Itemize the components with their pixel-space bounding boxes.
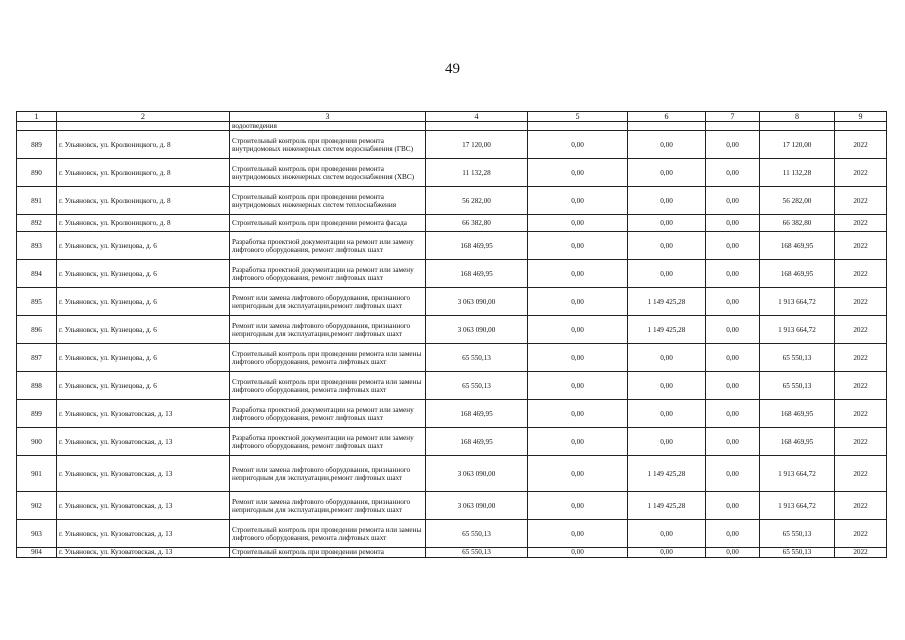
amount-total-cell: 65 550,13: [426, 520, 528, 548]
amount-col8-cell: 168 469,95: [760, 260, 835, 288]
row-number: 892: [17, 215, 57, 232]
work-description-cell: Ремонт или замена лифтового оборудования, признанного непригодным для эксплуатации,ремонт лифтовых шахт: [230, 492, 426, 520]
year-cell: 2022: [835, 232, 887, 260]
amount-col7-cell: 0,00: [706, 316, 760, 344]
amount-col5-cell: 0,00: [528, 372, 628, 400]
continuation-text: водоотведения: [230, 122, 426, 131]
table-row: [17, 215, 887, 232]
amount-total-cell: 17 120,00: [426, 131, 528, 159]
continuation-row: [17, 122, 887, 131]
column-header: 3: [230, 112, 426, 122]
amount-col6-cell: 0,00: [628, 520, 706, 548]
row-number: 901: [17, 456, 57, 492]
amount-col6-cell: 0,00: [628, 159, 706, 187]
amount-col8-cell: 56 282,00: [760, 187, 835, 215]
amount-col8-cell: 1 913 664,72: [760, 492, 835, 520]
work-description-cell: Строительный контроль при проведении ремонта внутридомовых инженерных систем теплоснабжения: [230, 187, 426, 215]
amount-col7-cell: 0,00: [706, 548, 760, 557]
amount-col7-cell: 0,00: [706, 520, 760, 548]
year-cell: 2022: [835, 428, 887, 456]
column-header: 5: [528, 112, 628, 122]
table-row: [17, 372, 887, 400]
row-number: 891: [17, 187, 57, 215]
address-cell: г. Ульяновск, ул. Кузоватовская, д. 13: [57, 520, 230, 548]
address-cell: г. Ульяновск, ул. Кузоватовская, д. 13: [57, 548, 230, 557]
table-row: [17, 456, 887, 492]
amount-total-cell: 65 550,13: [426, 372, 528, 400]
amount-total-cell: 3 063 090,00: [426, 288, 528, 316]
work-description-cell: Разработка проектной документации на ремонт или замену лифтового оборудования, ремонт лифтовых шахт: [230, 232, 426, 260]
work-description-cell: Строительный контроль при проведении ремонта внутридомовых инженерных систем водоснабжения (ГВС): [230, 131, 426, 159]
amount-total-cell: 168 469,95: [426, 428, 528, 456]
amount-total-cell: 65 550,13: [426, 344, 528, 372]
amount-col7-cell: 0,00: [706, 187, 760, 215]
amount-total-cell: 11 132,28: [426, 159, 528, 187]
amount-col8-cell: 17 120,00: [760, 131, 835, 159]
row-number: 903: [17, 520, 57, 548]
amount-total-cell: 168 469,95: [426, 400, 528, 428]
amount-col7-cell: 0,00: [706, 159, 760, 187]
work-description-cell: Ремонт или замена лифтового оборудования, признанного непригодным для эксплуатации,ремонт лифтовых шахт: [230, 316, 426, 344]
amount-col6-cell: 0,00: [628, 548, 706, 557]
amount-total-cell: 66 382,80: [426, 215, 528, 232]
column-header: 9: [835, 112, 887, 122]
work-description-cell: Строительный контроль при проведении ремонта или замены лифтового оборудования, ремонта лифтовых шахт: [230, 520, 426, 548]
amount-col6-cell: 1 149 425,28: [628, 456, 706, 492]
amount-col8-cell: 1 913 664,72: [760, 456, 835, 492]
work-description-cell: Строительный контроль при проведении ремонта внутридомовых инженерных систем водоснабжения (ХВС): [230, 159, 426, 187]
amount-col8-cell: 65 550,13: [760, 372, 835, 400]
amount-col6-cell: 0,00: [628, 232, 706, 260]
amount-col7-cell: 0,00: [706, 131, 760, 159]
row-number: 896: [17, 316, 57, 344]
amount-col5-cell: 0,00: [528, 316, 628, 344]
amount-col6-cell: 0,00: [628, 344, 706, 372]
amount-col8-cell: 65 550,13: [760, 344, 835, 372]
column-header: 6: [628, 112, 706, 122]
address-cell: г. Ульяновск, ул. Кузоватовская, д. 13: [57, 428, 230, 456]
amount-col8-cell: 168 469,95: [760, 400, 835, 428]
work-description-cell: Ремонт или замена лифтового оборудования, признанного непригодным для эксплуатации,ремонт лифтовых шахт: [230, 456, 426, 492]
year-cell: 2022: [835, 372, 887, 400]
amount-col8-cell: 168 469,95: [760, 232, 835, 260]
address-cell: г. Ульяновск, ул. Кузнецова, д. 6: [57, 372, 230, 400]
amount-total-cell: 168 469,95: [426, 260, 528, 288]
amount-col6-cell: 0,00: [628, 187, 706, 215]
amount-total-cell: 3 063 090,00: [426, 456, 528, 492]
address-cell: г. Ульяновск, ул. Кузоватовская, д. 13: [57, 492, 230, 520]
column-header: 1: [17, 112, 57, 122]
amount-col7-cell: 0,00: [706, 492, 760, 520]
address-cell: г. Ульяновск, ул. Кролюницкого, д. 8: [57, 159, 230, 187]
address-cell: г. Ульяновск, ул. Кузнецова, д. 6: [57, 288, 230, 316]
amount-col7-cell: 0,00: [706, 372, 760, 400]
year-cell: 2022: [835, 520, 887, 548]
amount-col6-cell: 0,00: [628, 260, 706, 288]
amount-col7-cell: 0,00: [706, 260, 760, 288]
year-cell: 2022: [835, 548, 887, 557]
amount-col7-cell: 0,00: [706, 400, 760, 428]
amount-col5-cell: 0,00: [528, 344, 628, 372]
amount-col5-cell: 0,00: [528, 187, 628, 215]
amount-col8-cell: 65 550,13: [760, 548, 835, 557]
address-cell: г. Ульяновск, ул. Кузнецова, д. 6: [57, 232, 230, 260]
column-number-header: [17, 112, 887, 122]
column-header: 8: [760, 112, 835, 122]
amount-col5-cell: 0,00: [528, 492, 628, 520]
work-description-cell: Ремонт или замена лифтового оборудования, признанного непригодным для эксплуатации,ремонт лифтовых шахт: [230, 288, 426, 316]
address-cell: г. Ульяновск, ул. Кузнецова, д. 6: [57, 260, 230, 288]
year-cell: 2022: [835, 492, 887, 520]
amount-col5-cell: 0,00: [528, 456, 628, 492]
amount-col6-cell: 0,00: [628, 400, 706, 428]
amount-col6-cell: 1 149 425,28: [628, 492, 706, 520]
row-number: 899: [17, 400, 57, 428]
amount-total-cell: 3 063 090,00: [426, 492, 528, 520]
row-number: 894: [17, 260, 57, 288]
amount-col7-cell: 0,00: [706, 456, 760, 492]
amount-col5-cell: 0,00: [528, 548, 628, 557]
row-number: 893: [17, 232, 57, 260]
year-cell: 2022: [835, 215, 887, 232]
year-cell: 2022: [835, 288, 887, 316]
year-cell: 2022: [835, 344, 887, 372]
table-row: [17, 288, 887, 316]
year-cell: 2022: [835, 131, 887, 159]
amount-col6-cell: 0,00: [628, 372, 706, 400]
amount-col8-cell: 66 382,80: [760, 215, 835, 232]
year-cell: 2022: [835, 456, 887, 492]
amount-col5-cell: 0,00: [528, 232, 628, 260]
amount-col8-cell: 1 913 664,72: [760, 288, 835, 316]
row-number: 898: [17, 372, 57, 400]
amount-col7-cell: 0,00: [706, 215, 760, 232]
amount-total-cell: 56 282,00: [426, 187, 528, 215]
row-number: 889: [17, 131, 57, 159]
table-row: [17, 428, 887, 456]
address-cell: г. Ульяновск, ул. Кролюницкого, д. 8: [57, 215, 230, 232]
column-header: 7: [706, 112, 760, 122]
table-row: [17, 520, 887, 548]
work-description-cell: Строительный контроль при проведении ремонта: [230, 548, 426, 557]
work-description-cell: Разработка проектной документации на ремонт или замену лифтового оборудования, ремонт лифтовых шахт: [230, 400, 426, 428]
address-cell: г. Ульяновск, ул. Кролюницкого, д. 8: [57, 187, 230, 215]
amount-col6-cell: 1 149 425,28: [628, 288, 706, 316]
table-row: [17, 492, 887, 520]
amount-col8-cell: 168 469,95: [760, 428, 835, 456]
row-number: 890: [17, 159, 57, 187]
year-cell: 2022: [835, 187, 887, 215]
amount-col7-cell: 0,00: [706, 288, 760, 316]
year-cell: 2022: [835, 316, 887, 344]
year-cell: 2022: [835, 159, 887, 187]
table-row: [17, 316, 887, 344]
amount-col7-cell: 0,00: [706, 428, 760, 456]
table-row: [17, 187, 887, 215]
table-row: [17, 400, 887, 428]
table-row: [17, 232, 887, 260]
amount-col5-cell: 0,00: [528, 288, 628, 316]
address-cell: г. Ульяновск, ул. Кузнецова, д. 6: [57, 316, 230, 344]
column-header: 4: [426, 112, 528, 122]
repair-register-table: [16, 111, 887, 558]
row-number: 902: [17, 492, 57, 520]
amount-col8-cell: 65 550,13: [760, 520, 835, 548]
amount-col7-cell: 0,00: [706, 232, 760, 260]
amount-col8-cell: 11 132,28: [760, 159, 835, 187]
address-cell: г. Ульяновск, ул. Кузоватовская, д. 13: [57, 456, 230, 492]
amount-col6-cell: 0,00: [628, 428, 706, 456]
table-row: [17, 131, 887, 159]
amount-total-cell: 3 063 090,00: [426, 316, 528, 344]
address-cell: г. Ульяновск, ул. Кузнецова, д. 6: [57, 344, 230, 372]
amount-col7-cell: 0,00: [706, 344, 760, 372]
column-header: 2: [57, 112, 230, 122]
work-description-cell: Разработка проектной документации на ремонт или замену лифтового оборудования, ремонт лифтовых шахт: [230, 428, 426, 456]
table-row: [17, 260, 887, 288]
amount-col6-cell: 0,00: [628, 131, 706, 159]
page-number: 49: [445, 61, 460, 77]
year-cell: 2022: [835, 400, 887, 428]
row-number: 897: [17, 344, 57, 372]
amount-col5-cell: 0,00: [528, 215, 628, 232]
amount-col5-cell: 0,00: [528, 131, 628, 159]
amount-col5-cell: 0,00: [528, 520, 628, 548]
work-description-cell: Разработка проектной документации на ремонт или замену лифтового оборудования, ремонт лифтовых шахт: [230, 260, 426, 288]
table-row: [17, 344, 887, 372]
table-row: [17, 548, 887, 557]
amount-col6-cell: 1 149 425,28: [628, 316, 706, 344]
amount-col5-cell: 0,00: [528, 400, 628, 428]
address-cell: г. Ульяновск, ул. Кузоватовская, д. 13: [57, 400, 230, 428]
amount-col8-cell: 1 913 664,72: [760, 316, 835, 344]
work-description-cell: Строительный контроль при проведении ремонта фасада: [230, 215, 426, 232]
amount-col5-cell: 0,00: [528, 260, 628, 288]
work-description-cell: Строительный контроль при проведении ремонта или замены лифтового оборудования, ремонта лифтовых шахт: [230, 344, 426, 372]
amount-col5-cell: 0,00: [528, 428, 628, 456]
amount-total-cell: 65 550,13: [426, 548, 528, 557]
row-number: 900: [17, 428, 57, 456]
table-row: [17, 159, 887, 187]
amount-col5-cell: 0,00: [528, 159, 628, 187]
row-number: 904: [17, 548, 57, 557]
amount-col6-cell: 0,00: [628, 215, 706, 232]
row-number: 895: [17, 288, 57, 316]
amount-total-cell: 168 469,95: [426, 232, 528, 260]
work-description-cell: Строительный контроль при проведении ремонта или замены лифтового оборудования, ремонта лифтовых шахт: [230, 372, 426, 400]
year-cell: 2022: [835, 260, 887, 288]
address-cell: г. Ульяновск, ул. Кролюницкого, д. 8: [57, 131, 230, 159]
